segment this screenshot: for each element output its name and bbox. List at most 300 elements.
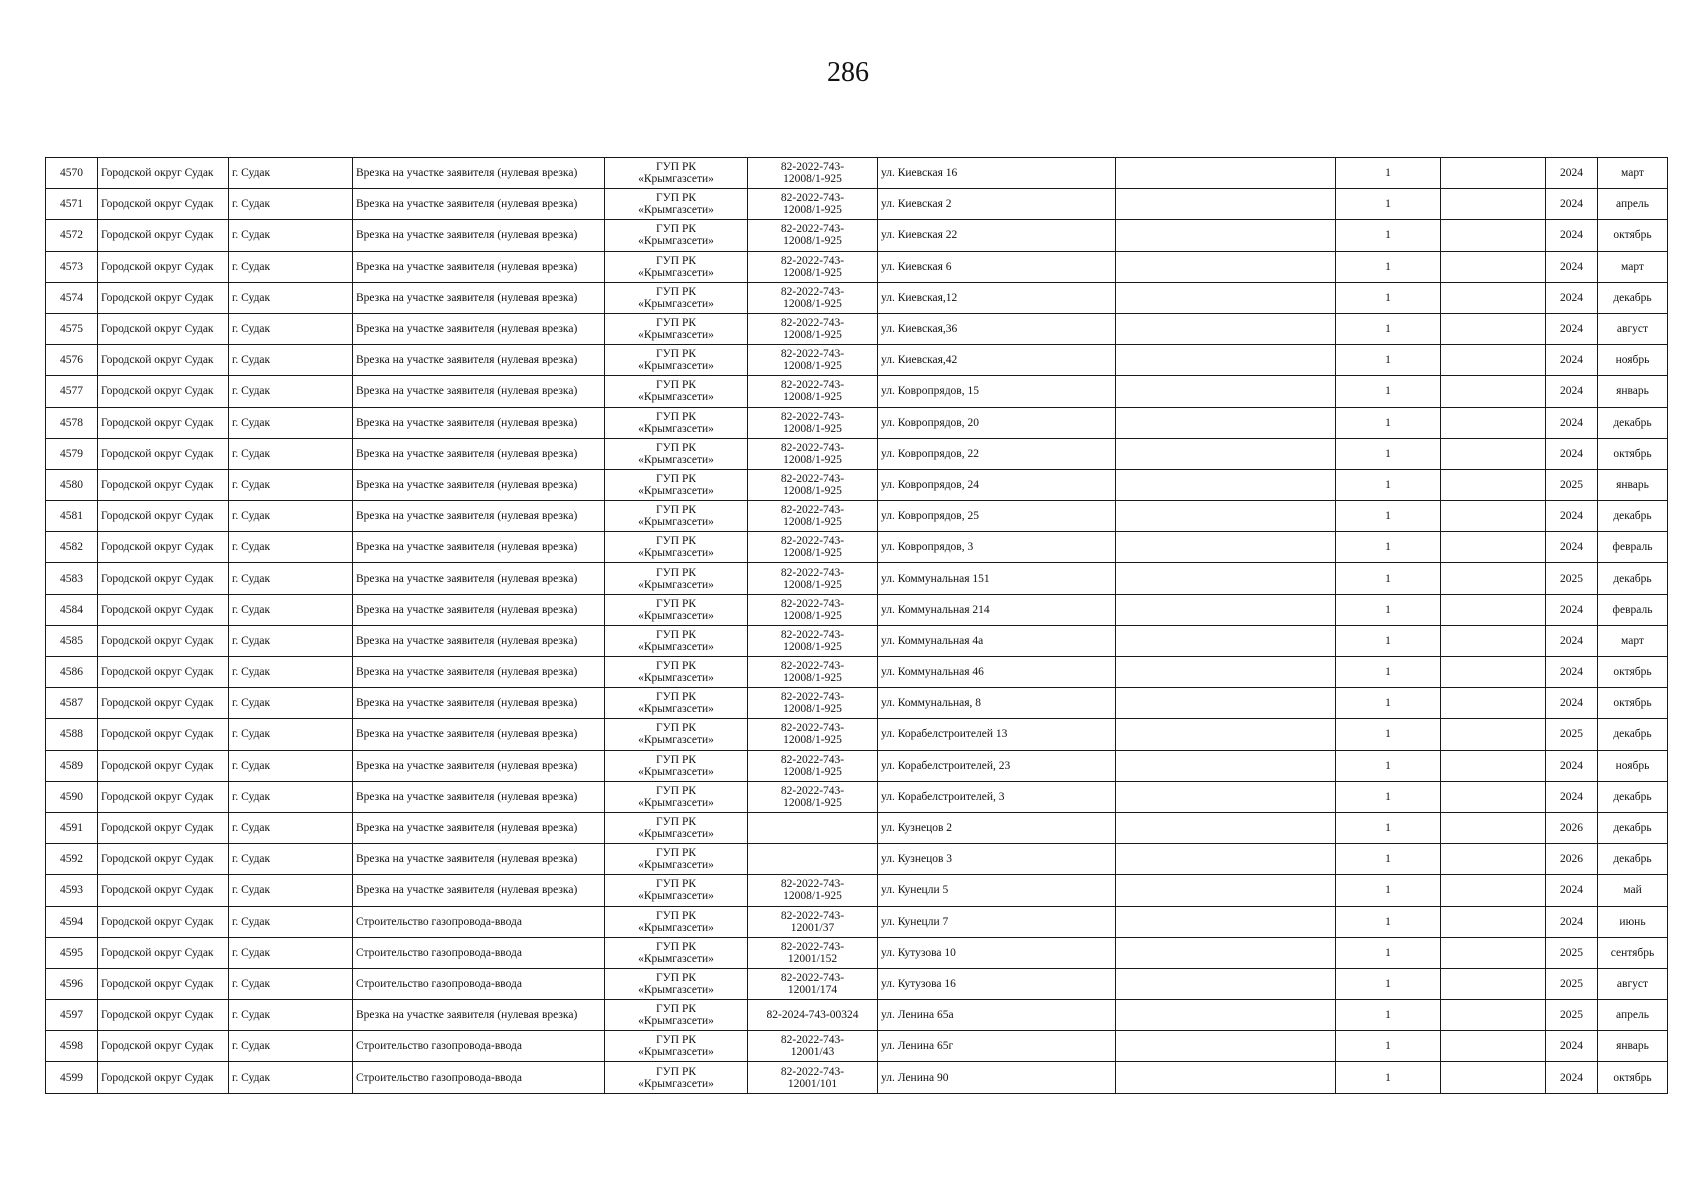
- work-type-cell: Строительство газопровода-ввода: [353, 906, 605, 937]
- organization-line-2: «Крымгазсети»: [638, 297, 714, 310]
- address-cell: ул. Ковропрядов, 15: [878, 376, 1116, 407]
- work-type-cell: Врезка на участке заявителя (нулевая врезка): [353, 438, 605, 469]
- specification-line-1: 82-2022-743-: [780, 161, 845, 174]
- table-row: [46, 1031, 1668, 1062]
- month-cell: февраль: [1598, 594, 1668, 625]
- specification-line-1: 82-2022-743-: [780, 410, 845, 423]
- quantity-cell: 1: [1336, 719, 1441, 750]
- table-row: [46, 189, 1668, 220]
- work-type-cell: Врезка на участке заявителя (нулевая врезка): [353, 875, 605, 906]
- settlement-cell: г. Судак: [229, 968, 353, 999]
- address-cell: ул. Ленина 65а: [878, 1000, 1116, 1031]
- organization-line-1: ГУП РК: [655, 566, 697, 579]
- year-cell: 2025: [1546, 469, 1598, 500]
- settlement-cell: г. Судак: [229, 158, 353, 189]
- organization-cell: [605, 688, 748, 719]
- specification-line-2: 12008/1-925: [783, 422, 842, 435]
- settlement-cell: г. Судак: [229, 906, 353, 937]
- specification-cell: [748, 469, 878, 500]
- specification-line-1: 82-2024-743-00324: [766, 1009, 859, 1022]
- year-cell: 2025: [1546, 937, 1598, 968]
- table-row: [46, 688, 1668, 719]
- specification-line-1: 82-2022-743-: [780, 348, 845, 361]
- specification-cell: [748, 937, 878, 968]
- table-row: [46, 438, 1668, 469]
- specification-cell: [748, 1000, 878, 1031]
- row-number: 4589: [46, 750, 98, 781]
- specification-line-1: 82-2022-743-: [780, 441, 845, 454]
- specification-cell: [748, 688, 878, 719]
- table-row: [46, 282, 1668, 313]
- municipality-cell: Городской округ Судак: [98, 719, 229, 750]
- organization-line-2: «Крымгазсети»: [638, 640, 714, 653]
- quantity-cell: 1: [1336, 1031, 1441, 1062]
- municipality-cell: Городской округ Судак: [98, 875, 229, 906]
- extra-cell: [1116, 719, 1336, 750]
- specification-line-2: 12008/1-925: [783, 453, 842, 466]
- blank-cell: [1441, 906, 1546, 937]
- quantity-cell: 1: [1336, 282, 1441, 313]
- organization-cell: [605, 158, 748, 189]
- municipality-cell: Городской округ Судак: [98, 469, 229, 500]
- quantity-cell: 1: [1336, 968, 1441, 999]
- month-cell: январь: [1598, 376, 1668, 407]
- row-number: 4585: [46, 625, 98, 656]
- settlement-cell: г. Судак: [229, 719, 353, 750]
- settlement-cell: г. Судак: [229, 688, 353, 719]
- organization-line-1: ГУП РК: [655, 379, 697, 392]
- organization-line-1: ГУП РК: [655, 254, 697, 267]
- quantity-cell: 1: [1336, 1000, 1441, 1031]
- year-cell: 2024: [1546, 158, 1598, 189]
- blank-cell: [1441, 1031, 1546, 1062]
- organization-line-1: ГУП РК: [655, 1034, 697, 1047]
- specification-line-2: 12008/1-925: [783, 578, 842, 591]
- specification-cell: [748, 251, 878, 282]
- municipality-cell: Городской округ Судак: [98, 438, 229, 469]
- specification-line-2: 12008/1-925: [783, 703, 842, 716]
- row-number: 4586: [46, 657, 98, 688]
- settlement-cell: г. Судак: [229, 282, 353, 313]
- year-cell: 2025: [1546, 563, 1598, 594]
- municipality-cell: Городской округ Судак: [98, 937, 229, 968]
- address-cell: ул. Киевская 16: [878, 158, 1116, 189]
- specification-line-1: 82-2022-743-: [780, 504, 845, 517]
- row-number: 4590: [46, 781, 98, 812]
- address-cell: ул. Корабелстроителей, 3: [878, 781, 1116, 812]
- specification-cell: [748, 719, 878, 750]
- table-row: [46, 251, 1668, 282]
- quantity-cell: 1: [1336, 812, 1441, 843]
- specification-line-1: 82-2022-743-: [780, 940, 845, 953]
- specification-cell: [748, 844, 878, 875]
- extra-cell: [1116, 407, 1336, 438]
- quantity-cell: 1: [1336, 688, 1441, 719]
- quantity-cell: 1: [1336, 750, 1441, 781]
- table-row: [46, 812, 1668, 843]
- extra-cell: [1116, 625, 1336, 656]
- extra-cell: [1116, 563, 1336, 594]
- specification-line-2: 12008/1-925: [783, 672, 842, 685]
- organization-line-2: «Крымгазсети»: [638, 516, 714, 529]
- blank-cell: [1441, 469, 1546, 500]
- organization-cell: [605, 1031, 748, 1062]
- work-type-cell: Врезка на участке заявителя (нулевая врезка): [353, 563, 605, 594]
- organization-line-2: «Крымгазсети»: [638, 734, 714, 747]
- organization-cell: [605, 719, 748, 750]
- specification-line-1: 82-2022-743-: [780, 1065, 845, 1078]
- specification-cell: [748, 750, 878, 781]
- year-cell: 2024: [1546, 657, 1598, 688]
- blank-cell: [1441, 1062, 1546, 1093]
- address-cell: ул. Кунецли 5: [878, 875, 1116, 906]
- row-number: 4587: [46, 688, 98, 719]
- organization-line-2: «Крымгазсети»: [638, 329, 714, 342]
- municipality-cell: Городской округ Судак: [98, 594, 229, 625]
- year-cell: 2025: [1546, 1000, 1598, 1031]
- gasification-table: [45, 157, 1668, 1094]
- settlement-cell: г. Судак: [229, 750, 353, 781]
- organization-cell: [605, 812, 748, 843]
- specification-line-2: 12008/1-925: [783, 734, 842, 747]
- month-cell: май: [1598, 875, 1668, 906]
- settlement-cell: г. Судак: [229, 407, 353, 438]
- organization-line-1: ГУП РК: [655, 628, 697, 641]
- organization-line-2: «Крымгазсети»: [638, 547, 714, 560]
- specification-line-1: 82-2022-743-: [780, 597, 845, 610]
- organization-cell: [605, 968, 748, 999]
- address-cell: ул. Киевская,36: [878, 313, 1116, 344]
- organization-cell: [605, 750, 748, 781]
- table-row: [46, 532, 1668, 563]
- specification-line-1: 82-2022-743-: [780, 691, 845, 704]
- quantity-cell: 1: [1336, 469, 1441, 500]
- address-cell: ул. Ковропрядов, 24: [878, 469, 1116, 500]
- blank-cell: [1441, 282, 1546, 313]
- settlement-cell: г. Судак: [229, 812, 353, 843]
- blank-cell: [1441, 563, 1546, 594]
- municipality-cell: Городской округ Судак: [98, 844, 229, 875]
- organization-line-1: ГУП РК: [655, 223, 697, 236]
- specification-line-2: 12008/1-925: [783, 640, 842, 653]
- extra-cell: [1116, 438, 1336, 469]
- blank-cell: [1441, 1000, 1546, 1031]
- organization-line-1: ГУП РК: [655, 597, 697, 610]
- blank-cell: [1441, 688, 1546, 719]
- address-cell: ул. Киевская,12: [878, 282, 1116, 313]
- organization-line-1: ГУП РК: [655, 535, 697, 548]
- table-row: [46, 376, 1668, 407]
- organization-line-2: «Крымгазсети»: [638, 484, 714, 497]
- organization-cell: [605, 1000, 748, 1031]
- blank-cell: [1441, 158, 1546, 189]
- specification-cell: [748, 906, 878, 937]
- month-cell: октябрь: [1598, 657, 1668, 688]
- organization-line-1: ГУП РК: [655, 441, 697, 454]
- organization-line-2: «Крымгазсети»: [638, 859, 714, 872]
- extra-cell: [1116, 844, 1336, 875]
- organization-line-2: «Крымгазсети»: [638, 672, 714, 685]
- quantity-cell: 1: [1336, 563, 1441, 594]
- municipality-cell: Городской округ Судак: [98, 345, 229, 376]
- blank-cell: [1441, 594, 1546, 625]
- extra-cell: [1116, 313, 1336, 344]
- year-cell: 2024: [1546, 1062, 1598, 1093]
- table-row: [46, 501, 1668, 532]
- year-cell: 2024: [1546, 438, 1598, 469]
- specification-cell: [748, 376, 878, 407]
- specification-line-2: 12008/1-925: [783, 297, 842, 310]
- settlement-cell: г. Судак: [229, 781, 353, 812]
- organization-line-2: «Крымгазсети»: [638, 422, 714, 435]
- organization-cell: [605, 781, 748, 812]
- table-row: [46, 844, 1668, 875]
- specification-line-2: 12008/1-925: [783, 516, 842, 529]
- municipality-cell: Городской округ Судак: [98, 812, 229, 843]
- table-row: [46, 657, 1668, 688]
- municipality-cell: Городской округ Судак: [98, 220, 229, 251]
- specification-line-2: 12008/1-925: [783, 204, 842, 217]
- organization-line-2: «Крымгазсети»: [638, 609, 714, 622]
- extra-cell: [1116, 532, 1336, 563]
- address-cell: ул. Коммунальная 214: [878, 594, 1116, 625]
- extra-cell: [1116, 1062, 1336, 1093]
- quantity-cell: 1: [1336, 781, 1441, 812]
- organization-line-1: ГУП РК: [655, 1003, 697, 1016]
- organization-cell: [605, 1062, 748, 1093]
- organization-line-2: «Крымгазсети»: [638, 1046, 714, 1059]
- specification-line-1: 82-2022-743-: [780, 909, 845, 922]
- quantity-cell: 1: [1336, 313, 1441, 344]
- month-cell: октябрь: [1598, 438, 1668, 469]
- blank-cell: [1441, 313, 1546, 344]
- quantity-cell: 1: [1336, 438, 1441, 469]
- specification-cell: [748, 781, 878, 812]
- extra-cell: [1116, 906, 1336, 937]
- work-type-cell: Врезка на участке заявителя (нулевая врезка): [353, 1000, 605, 1031]
- municipality-cell: Городской округ Судак: [98, 501, 229, 532]
- organization-line-1: ГУП РК: [655, 504, 697, 517]
- month-cell: октябрь: [1598, 688, 1668, 719]
- settlement-cell: г. Судак: [229, 438, 353, 469]
- row-number: 4570: [46, 158, 98, 189]
- month-cell: август: [1598, 968, 1668, 999]
- quantity-cell: 1: [1336, 251, 1441, 282]
- organization-line-1: ГУП РК: [655, 722, 697, 735]
- year-cell: 2024: [1546, 625, 1598, 656]
- row-number: 4588: [46, 719, 98, 750]
- blank-cell: [1441, 781, 1546, 812]
- settlement-cell: г. Судак: [229, 1062, 353, 1093]
- municipality-cell: Городской округ Судак: [98, 906, 229, 937]
- page-number: 286: [827, 57, 869, 88]
- work-type-cell: Врезка на участке заявителя (нулевая врезка): [353, 688, 605, 719]
- specification-line-1: 82-2022-743-: [780, 971, 845, 984]
- blank-cell: [1441, 750, 1546, 781]
- work-type-cell: Врезка на участке заявителя (нулевая врезка): [353, 812, 605, 843]
- settlement-cell: г. Судак: [229, 657, 353, 688]
- specification-line-1: 82-2022-743-: [780, 317, 845, 330]
- extra-cell: [1116, 158, 1336, 189]
- row-number: 4597: [46, 1000, 98, 1031]
- municipality-cell: Городской округ Судак: [98, 532, 229, 563]
- month-cell: декабрь: [1598, 781, 1668, 812]
- month-cell: октябрь: [1598, 1062, 1668, 1093]
- address-cell: ул. Ленина 90: [878, 1062, 1116, 1093]
- specification-cell: [748, 875, 878, 906]
- specification-line-1: 82-2022-743-: [780, 878, 845, 891]
- organization-line-2: «Крымгазсети»: [638, 765, 714, 778]
- year-cell: 2024: [1546, 501, 1598, 532]
- address-cell: ул. Ковропрядов, 3: [878, 532, 1116, 563]
- organization-line-2: «Крымгазсети»: [638, 983, 714, 996]
- row-number: 4583: [46, 563, 98, 594]
- blank-cell: [1441, 220, 1546, 251]
- specification-cell: [748, 812, 878, 843]
- extra-cell: [1116, 968, 1336, 999]
- year-cell: 2024: [1546, 1031, 1598, 1062]
- organization-cell: [605, 844, 748, 875]
- specification-line-1: 82-2022-743-: [780, 753, 845, 766]
- extra-cell: [1116, 688, 1336, 719]
- year-cell: 2026: [1546, 844, 1598, 875]
- blank-cell: [1441, 501, 1546, 532]
- row-number: 4573: [46, 251, 98, 282]
- specification-line-2: 12008/1-925: [783, 266, 842, 279]
- work-type-cell: Врезка на участке заявителя (нулевая врезка): [353, 719, 605, 750]
- extra-cell: [1116, 750, 1336, 781]
- month-cell: август: [1598, 313, 1668, 344]
- work-type-cell: Врезка на участке заявителя (нулевая врезка): [353, 345, 605, 376]
- month-cell: декабрь: [1598, 812, 1668, 843]
- quantity-cell: 1: [1336, 875, 1441, 906]
- blank-cell: [1441, 251, 1546, 282]
- organization-line-2: «Крымгазсети»: [638, 204, 714, 217]
- year-cell: 2024: [1546, 220, 1598, 251]
- address-cell: ул. Кузнецов 2: [878, 812, 1116, 843]
- settlement-cell: г. Судак: [229, 532, 353, 563]
- specification-cell: [748, 220, 878, 251]
- blank-cell: [1441, 345, 1546, 376]
- settlement-cell: г. Судак: [229, 345, 353, 376]
- table-body: [46, 158, 1668, 1094]
- table-row: [46, 1062, 1668, 1093]
- specification-cell: [748, 158, 878, 189]
- year-cell: 2024: [1546, 594, 1598, 625]
- specification-line-1: 82-2022-743-: [780, 285, 845, 298]
- work-type-cell: Врезка на участке заявителя (нулевая врезка): [353, 282, 605, 313]
- month-cell: декабрь: [1598, 282, 1668, 313]
- blank-cell: [1441, 937, 1546, 968]
- specification-line-1: 82-2022-743-: [780, 722, 845, 735]
- municipality-cell: Городской округ Судак: [98, 189, 229, 220]
- specification-cell: [748, 282, 878, 313]
- quantity-cell: 1: [1336, 376, 1441, 407]
- organization-cell: [605, 313, 748, 344]
- specification-line-2: 12008/1-925: [783, 765, 842, 778]
- settlement-cell: г. Судак: [229, 251, 353, 282]
- address-cell: ул. Корабелстроителей, 23: [878, 750, 1116, 781]
- organization-line-2: «Крымгазсети»: [638, 1015, 714, 1028]
- specification-cell: [748, 563, 878, 594]
- municipality-cell: Городской округ Судак: [98, 1031, 229, 1062]
- address-cell: ул. Коммунальная 46: [878, 657, 1116, 688]
- extra-cell: [1116, 937, 1336, 968]
- month-cell: июнь: [1598, 906, 1668, 937]
- organization-cell: [605, 282, 748, 313]
- year-cell: 2024: [1546, 688, 1598, 719]
- extra-cell: [1116, 501, 1336, 532]
- municipality-cell: Городской округ Судак: [98, 376, 229, 407]
- organization-cell: [605, 657, 748, 688]
- blank-cell: [1441, 719, 1546, 750]
- specification-cell: [748, 968, 878, 999]
- work-type-cell: Врезка на участке заявителя (нулевая врезка): [353, 501, 605, 532]
- specification-cell: [748, 657, 878, 688]
- organization-cell: [605, 438, 748, 469]
- month-cell: апрель: [1598, 189, 1668, 220]
- settlement-cell: г. Судак: [229, 501, 353, 532]
- row-number: 4591: [46, 812, 98, 843]
- organization-line-1: ГУП РК: [655, 192, 697, 205]
- specification-line-2: 12008/1-925: [783, 173, 842, 186]
- organization-line-1: ГУП РК: [655, 847, 697, 860]
- settlement-cell: г. Судак: [229, 1031, 353, 1062]
- specification-line-1: 82-2022-743-: [780, 254, 845, 267]
- extra-cell: [1116, 251, 1336, 282]
- organization-line-2: «Крымгазсети»: [638, 921, 714, 934]
- settlement-cell: г. Судак: [229, 469, 353, 500]
- work-type-cell: Строительство газопровода-ввода: [353, 1062, 605, 1093]
- organization-line-2: «Крымгазсети»: [638, 578, 714, 591]
- month-cell: апрель: [1598, 1000, 1668, 1031]
- organization-cell: [605, 251, 748, 282]
- month-cell: октябрь: [1598, 220, 1668, 251]
- year-cell: 2025: [1546, 719, 1598, 750]
- organization-line-1: ГУП РК: [655, 472, 697, 485]
- municipality-cell: Городской округ Судак: [98, 1062, 229, 1093]
- work-type-cell: Строительство газопровода-ввода: [353, 968, 605, 999]
- organization-cell: [605, 376, 748, 407]
- municipality-cell: Городской округ Судак: [98, 657, 229, 688]
- address-cell: ул. Ковропрядов, 22: [878, 438, 1116, 469]
- quantity-cell: 1: [1336, 937, 1441, 968]
- blank-cell: [1441, 438, 1546, 469]
- address-cell: ул. Киевская 6: [878, 251, 1116, 282]
- settlement-cell: г. Судак: [229, 1000, 353, 1031]
- municipality-cell: Городской округ Судак: [98, 282, 229, 313]
- address-cell: ул. Кутузова 10: [878, 937, 1116, 968]
- municipality-cell: Городской округ Судак: [98, 563, 229, 594]
- blank-cell: [1441, 625, 1546, 656]
- quantity-cell: 1: [1336, 345, 1441, 376]
- specification-line-2: 12008/1-925: [783, 360, 842, 373]
- blank-cell: [1441, 407, 1546, 438]
- specification-line-2: 12001/43: [790, 1046, 835, 1059]
- month-cell: март: [1598, 251, 1668, 282]
- organization-line-1: ГУП РК: [655, 660, 697, 673]
- organization-cell: [605, 469, 748, 500]
- organization-line-1: ГУП РК: [655, 410, 697, 423]
- year-cell: 2025: [1546, 968, 1598, 999]
- municipality-cell: Городской округ Судак: [98, 625, 229, 656]
- month-cell: декабрь: [1598, 844, 1668, 875]
- specification-line-2: 12008/1-925: [783, 484, 842, 497]
- settlement-cell: г. Судак: [229, 189, 353, 220]
- quantity-cell: 1: [1336, 501, 1441, 532]
- table-row: [46, 906, 1668, 937]
- organization-cell: [605, 937, 748, 968]
